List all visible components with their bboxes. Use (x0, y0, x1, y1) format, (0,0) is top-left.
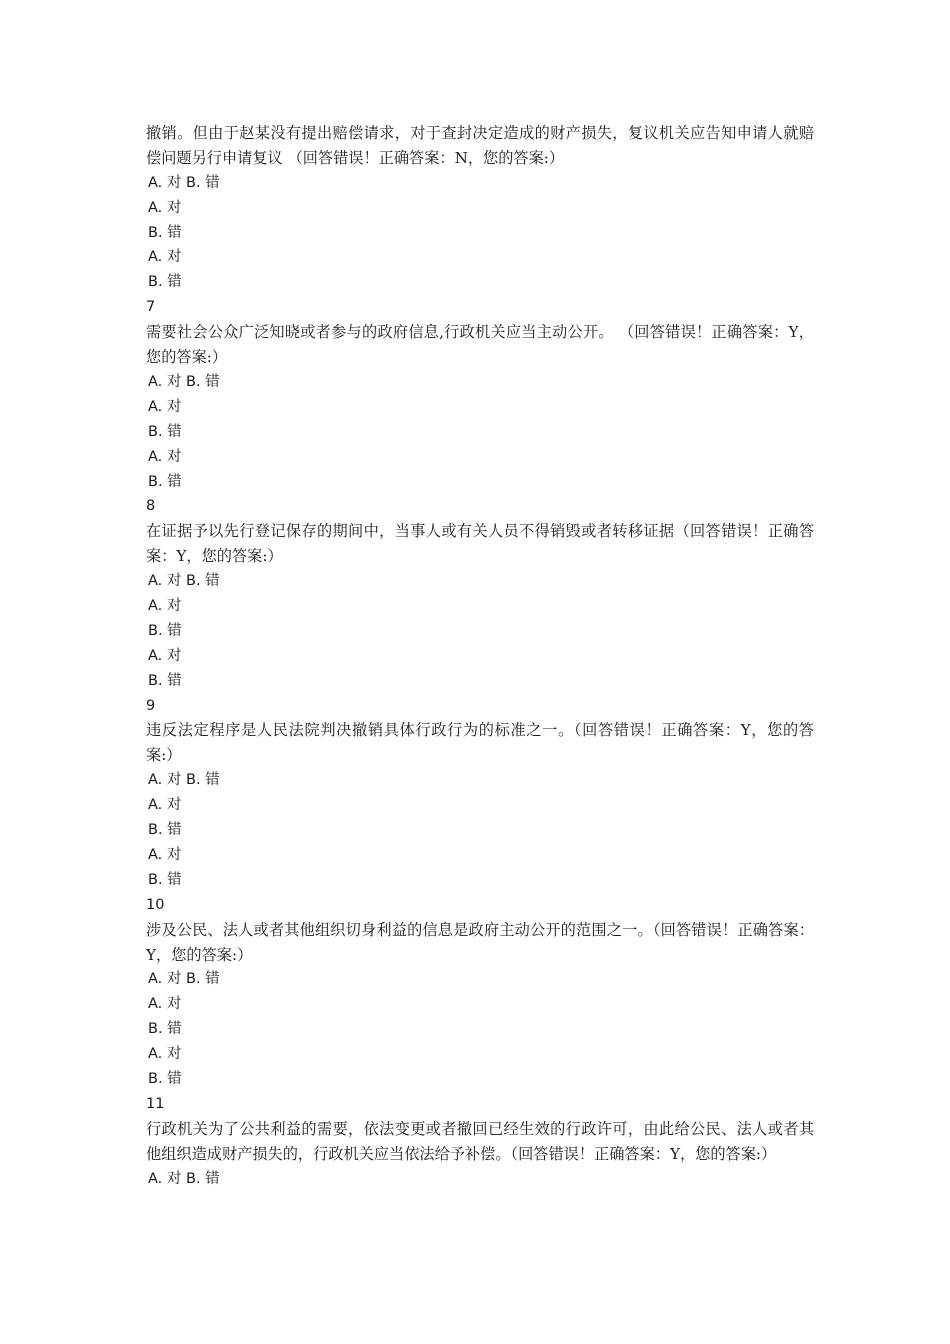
option-line: A. 对 B. 错 (148, 772, 220, 789)
option-line: A. 对 (148, 398, 182, 415)
option-line: A. 对 B. 错 (148, 573, 220, 590)
option-line: B. 错 (148, 1021, 182, 1038)
question-number: 8 (146, 498, 156, 515)
question-number: 7 (146, 299, 156, 316)
question-text-continued: 撤销。但由于赵某没有提出赔偿请求，对于查封决定造成的财产损失，复议机关应告知申请人就赔偿问题另行申请复议 （回答错误！正确答案：N，您的答案:） (146, 124, 814, 167)
option-line: A. 对 B. 错 (148, 971, 220, 988)
option-line: A. 对 (148, 996, 182, 1013)
document-content (146, 121, 814, 1191)
question-number: 10 (146, 896, 165, 913)
option-line: B. 错 (148, 423, 182, 440)
option-line: A. 对 (148, 598, 182, 615)
option-line: A. 对 B. 错 (148, 373, 220, 390)
option-line: A. 对 (148, 1046, 182, 1063)
option-line: A. 对 (148, 647, 182, 664)
question-text: 违反法定程序是人民法院判决撤销具体行政行为的标准之一。（回答错误！正确答案：Y，您的答案:） (146, 721, 814, 765)
option-line: B. 错 (148, 672, 182, 689)
option-line: B. 错 (148, 871, 182, 888)
option-line: A. 对 B. 错 (148, 174, 220, 191)
option-line: A. 对 B. 错 (148, 1170, 220, 1187)
option-line: A. 对 (148, 199, 182, 216)
option-line: B. 错 (148, 274, 182, 291)
question-number: 9 (146, 697, 156, 714)
option-line: B. 错 (148, 822, 182, 839)
option-line: B. 错 (148, 1071, 182, 1087)
option-line: A. 对 (148, 846, 182, 863)
option-line: B. 错 (148, 622, 182, 639)
question-text: 在证据予以先行登记保存的期间中，当事人或有关人员不得销毁或者转移证据（回答错误！正确答案：Y，您的答案:） (146, 522, 814, 566)
option-line: A. 对 (148, 448, 182, 465)
option-line: A. 对 (148, 797, 182, 814)
option-line: B. 错 (148, 224, 182, 241)
option-line: A. 对 (148, 249, 182, 266)
question-text: 行政机关为了公共利益的需要，依法变更或者撤回已经生效的行政许可，由此给公民、法人或者其他组织造成财产损失的，行政机关应当依法给予补偿。（回答错误！正确答案：Y，您的答案:） (146, 1119, 814, 1163)
question-text: 需要社会公众广泛知晓或者参与的政府信息,行政机关应当主动公开。 （回答错误！正确答案：Y，您的答案:） (146, 323, 814, 367)
option-line: B. 错 (148, 473, 182, 490)
question-number: 11 (146, 1095, 165, 1112)
question-text: 涉及公民、法人或者其他组织切身利益的信息是政府主动公开的范围之一。（回答错误！正确答案：Y，您的答案:） (146, 920, 814, 964)
